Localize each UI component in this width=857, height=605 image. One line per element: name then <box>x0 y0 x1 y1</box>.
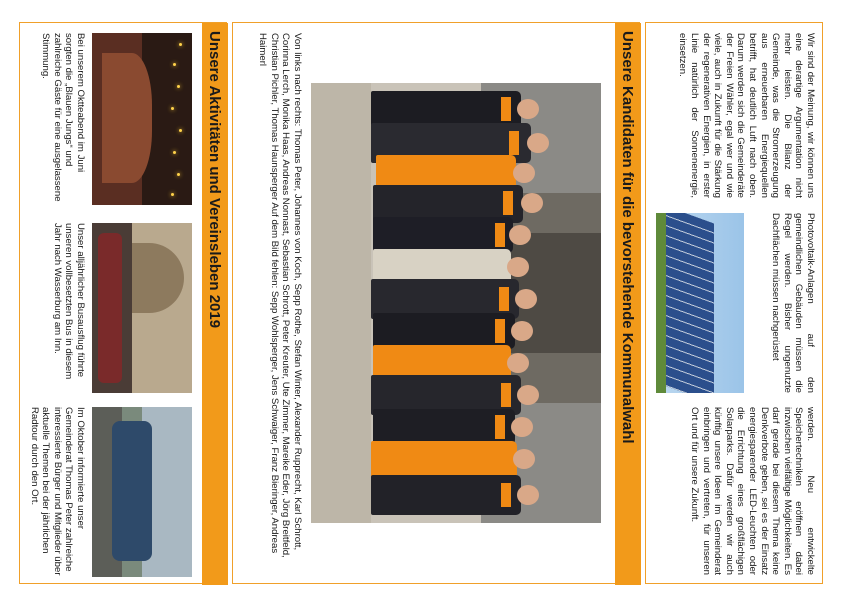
bus-trip-caption: Unser alljährlicher Busausflug führte unseren vollbesetzten Bus in diesem Jahr nach Wasserburg am Inn. <box>51 223 86 380</box>
panel-candidates <box>232 22 640 584</box>
energy-text-3: werden. Neu entwickelte Speichertechniken eröffnen dabei inzwischen vielfältige Möglichkeiten. Es darf gerade bei diesem Thema keine Denkverbote geben, sei es der Einsatz energiesparender LED-Leuchten oder die Errichtung eines großflächigen Solarparks. Dafür werden wir auch künftig unsere Ideen im Gemeinderat einbringen und vertreten, für unseren Ort und für unsere Zukunft. <box>689 407 816 575</box>
panel-energy <box>645 22 823 584</box>
panel-activities <box>19 22 227 584</box>
bike-tour-photo <box>92 407 192 577</box>
party-caption: Bei unserem Oktteabend im Juni sorgten die „Blauen Jungs“ und zahlreiche Gäste für eine ausgelassene Stimmung. <box>40 33 86 202</box>
energy-text-1: Wir sind der Meinung, wir können uns eine derartige Argumentation nicht mehr leisten. Die Bilanz der Gemeinde, was die Stromerzeugung aus erneuerbaren Energiequellen betrifft, hat deutlich Luft nach oben. Darum werden sich die Gemeinderäte der Freien Wähler, egal wer und wie viele, auch in Zukunft für die Stärkung der regenerativen Energien, in erster Linie natürlich der Sonnenenergie, einsetzen. <box>677 33 816 198</box>
energy-text-2: Photovoltaik-Anlagen auf den gemeindlichen Gebäuden müssen die Regel werden. Bisher ungenutzte Dachflächen müssen nachgerüstet <box>770 213 816 393</box>
solar-panel-photo <box>656 213 744 393</box>
candidates-header: Unsere Kandidaten für die bevorstehende Kommunalwahl <box>615 23 641 585</box>
party-photo <box>92 33 192 205</box>
candidates-caption: Von links nach rechts: Thomas Peter, Johannes von Koch, Sepp Rothe, Stefan Winter, Alexander Rupprecht, Karl Schrott, Corinna Lerch, Monika Haas, Andreas Nonnast, Sebastian Schrott, Peter Kreuter, Ute Zimmer, Mareike Eder, Jörg Breitfeld, Christian Pichler, Thomas Haunsperger Auf dem Bild fehlen: Sepp Wohlsperger, Jens Schwaiger, Franz Bieringer, Andreas Haimerl <box>257 33 303 558</box>
activities-header: Unsere Aktivitäten und Vereinsleben 2019 <box>202 23 228 585</box>
bike-tour-caption: Im Oktober informierte unser Gemeinderat Thomas Peter zahlreiche interessierte Bürger und Mitglieder über aktuelle Themen bei der jährlichen Radtour durch den Ort. <box>28 407 86 576</box>
bus-trip-photo <box>92 223 192 393</box>
group-photo <box>311 83 601 523</box>
